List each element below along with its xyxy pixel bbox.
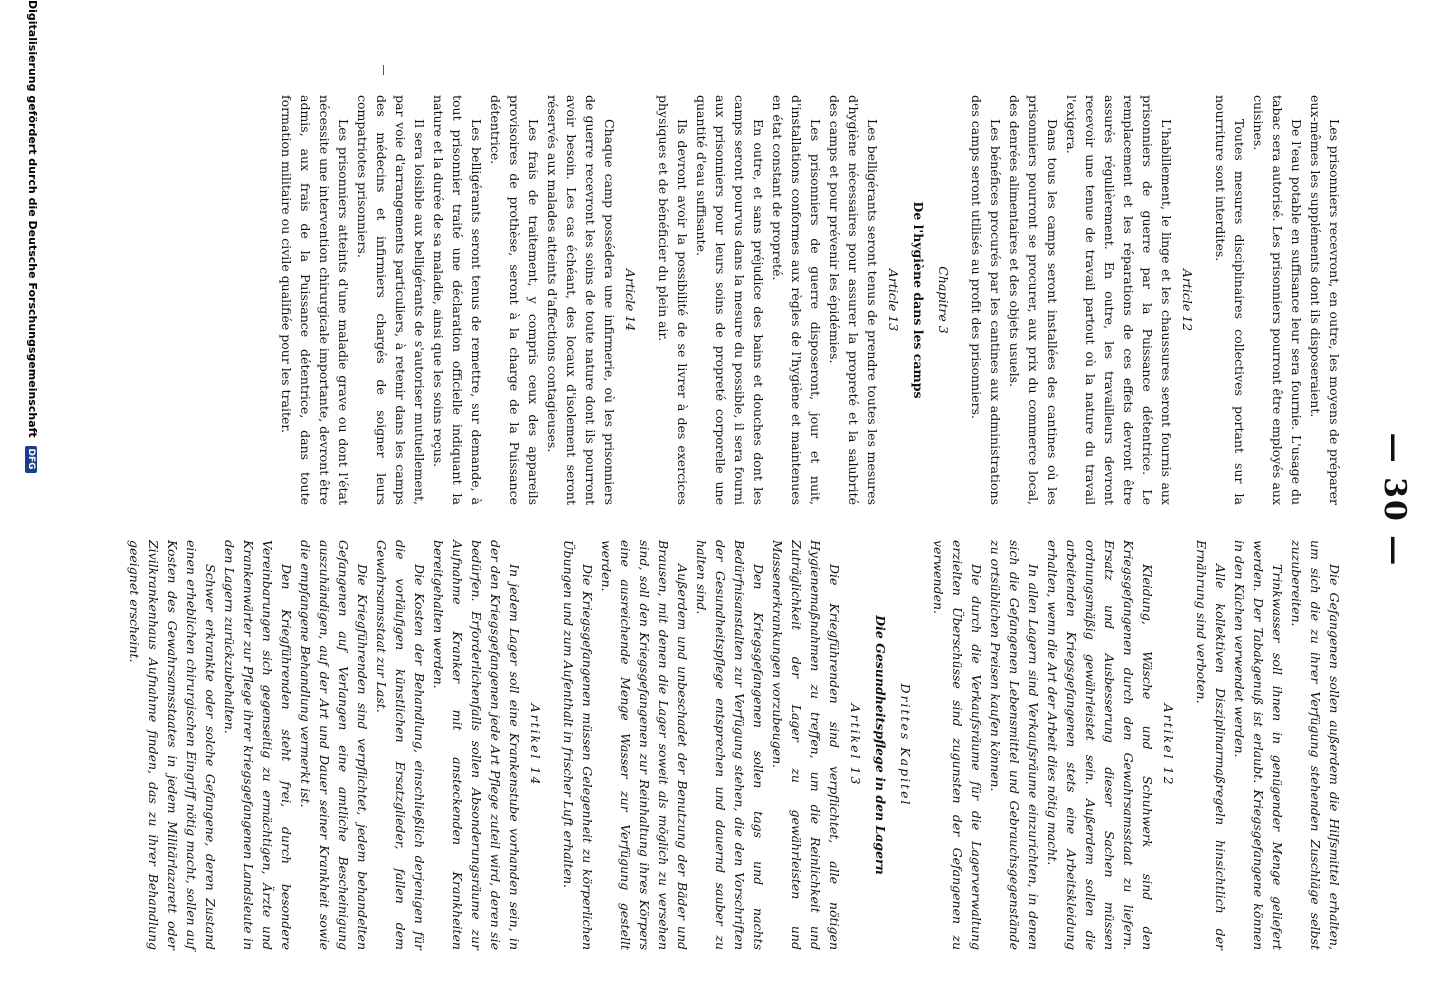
de-intro-1: Die Gefangenen sollen außerdem die Hilfsmittel erhalten, um sich die zu ihrer Verfügung stehenden Zuschläge selbst zuzubereiten.	[1289, 540, 1342, 950]
fr-art14-p1: Chaque camp possédera une infirmerie, où les prisonniers de guerre recevront les soins de toute nature dont ils pourront avoir besoin. Les cas échéant, des locaux d'isolement seront réservés aux malades atteints d'affections contagieuses.	[545, 95, 617, 505]
de-art13-p4: Die Kriegsgefangenen müssen Gelegenheit zu körperlichen Übungen und zum Aufenthalt in frischer Luft erhalten.	[561, 540, 595, 950]
fr-art14-p2: Les frais de traitement, y compris ceux des appareils provisoires de prothèse, seront à la charge de la Puissance détentrice.	[488, 95, 541, 505]
german-column	[125, 540, 1344, 950]
fr-art14-p3: Les belligérants seront tenus de remettre, sur demande, à tout prisonnier traité une déclaration officielle indiquant la nature et la durée de sa maladie, ainsi que les soins reçus.	[431, 95, 484, 505]
de-article-12-heading: Artikel 12	[1161, 703, 1176, 787]
fr-intro-3: Toutes mesures disciplinaires collectives portant sur la nourriture sont interdites.	[1213, 95, 1247, 505]
de-art13-p3: Außerdem und unbeschadet der Benutzung der Bäder und Brausen, mit denen die Lager soweit als möglich zu versehen sind, soll den Kriegsgefangenen zur Reinhaltung ihres Körpers eine ausreichende Menge Wasser zur Verfügung gestellt werden.	[599, 540, 690, 950]
de-article-13-heading: Artikel 13	[848, 703, 863, 787]
de-intro-3: Alle kollektiven Disziplinarmaßregeln hinsichtlich der Ernährung sind verboten.	[1194, 540, 1228, 950]
de-art14-p3: Die Kriegführenden sind verpflichtet, jedem behandelten Gefangenen auf Verlangen eine amtliche Bescheinigung auszuhändigen, auf der Art und Dauer seiner Krankheit sowie die empfangene Behandlung vermerkt ist.	[298, 540, 370, 950]
de-art14-p5: Schwer erkrankte oder solche Gefangene, deren Zustand einen erheblichen chirurgischen Eingriff nötig macht, sollen auf Kosten des Gewahrsamsstaates in jedem Militärlazarett oder Zivilkrankenhaus Aufnahme finden, das zu ihrer Behandlung geeignet erscheint.	[127, 540, 218, 950]
fr-art13-p4: Ils devront avoir la possibilité de se livrer à des exercices physiques et de bénéficier du plein air.	[656, 95, 690, 505]
fr-chapter-3-heading: Chapitre 3	[936, 266, 951, 334]
fr-art14-p4: Il sera loisible aux belligérants de s'autoriser mutuellement, par voie d'arrangements particuliers, à retenir dans les camps des médecins et infirmiers chargés de soigner leurs compatriotes prisonniers.	[355, 95, 427, 505]
fr-art14-p5: Les prisonniers atteints d'une maladie grave ou dont l'état nécessite une intervention chirurgicale importante, devront être admis, aux frais de la Puissance détentrice, dans toute formation militaire ou civile qualifiée pour les traiter.	[279, 95, 351, 505]
page-number: — 30 —	[1377, 432, 1412, 568]
dfg-logo-badge: DFG	[25, 446, 37, 473]
scan-margin-mark	[383, 65, 384, 75]
de-art12-p1: Kleidung, Wäsche und Schuhwerk sind den Kriegsgefangenen durch den Gewahrsamsstaat zu liefern. Ersatz und Ausbesserung dieser Sachen müssen ordnungsmäßig gewährleistet sein. Außerdem sollen die arbeitenden Kriegsgefangenen stets eine Arbeitskleidung erhalten, wenn die Art der Arbeit dies nötig macht.	[1045, 540, 1155, 950]
de-article-14-heading: Artikel 14	[528, 703, 543, 787]
fr-art13-p2: Les prisonniers de guerre disposeront, jour et nuit, d'installations conformes aux règles de l'hygiène et maintenues en état constant de propreté.	[770, 95, 823, 505]
fr-article-12-heading: Article 12	[1180, 268, 1195, 332]
fr-art13-p1: Les belligérants seront tenus de prendre toutes les mesures d'hygiène nécessaires pour assurer la propreté et la salubrité des camps et pour prévenir les épidémies.	[827, 95, 880, 505]
fr-art12-p1: L'habillement, le linge et les chaussures seront fournis aux prisonniers de guerre par la Puissance détentrice. Le remplacement et les réparations de ces effets devront être assurés régulièrement. En outre, les travailleurs devront recevoir une tenue de travail partout où la nature du travail l'exigera.	[1064, 95, 1174, 505]
fr-chapter-3-subtitle: De l'hygiène dans les camps	[911, 201, 926, 399]
de-art13-p1: Die Kriegführenden sind verpflichtet, alle nötigen Hygienemaßnahmen zu treffen, um die Reinlichkeit und Zuträglichkeit der Lager zu gewährleisten und Massenerkrankungen vorzubeugen.	[770, 540, 842, 950]
de-art14-p4: Den Kriegführenden steht frei, durch besondere Vereinbarungen sich gegenseitig zu ermächtigen, Ärzte und Krankenwärter zur Pflege ihrer kriegsgefangenen Landsleute in den Lagern zurückzubehalten.	[222, 540, 294, 950]
fr-article-13-heading: Article 13	[886, 268, 901, 332]
de-art13-p2: Den Kriegsgefangenen sollen tags und nachts Bedürfnisanstalten zur Verfügung stehen, die den Vorschriften der Gesundheitspflege entsprechen und dauernd sauber zu halten sind.	[694, 540, 766, 950]
de-art12-p2: In allen Lagern sind Verkaufsräume einzurichten, in denen sich die Gefangenen Lebensmittel und Gebrauchsgegenstände zu ortsüblichen Preisen kaufen können.	[988, 540, 1041, 950]
de-chapter-3-subtitle: Die Gesundheitspflege in den Lagern	[873, 615, 888, 875]
fr-intro-2: De l'eau potable en suffisance leur sera fournie. L'usage du tabac sera autorisé. Les prisonniers pourront être employés aux cuisines.	[1251, 95, 1304, 505]
digitization-footer	[25, 0, 39, 1000]
french-column	[277, 95, 1344, 505]
de-chapter-3-heading: Drittes Kapitel	[898, 683, 913, 807]
de-art14-p1: In jedem Lager soll eine Krankenstube vorhanden sein, in der den Kriegsgefangenen jede Art Pflege zuteil wird, deren sie bedürfen. Erforderlichenfalls sollen Absonderungsräume zur Aufnahme Kranker mit ansteckenden Krankheiten bereitgehalten werden.	[431, 540, 522, 950]
de-art12-p3: Die durch die Verkaufsräume für die Lagerverwaltung erzielten Überschüsse sind zugunsten der Gefangenen zu verwenden.	[931, 540, 984, 950]
de-intro-2: Trinkwasser soll ihnen in genügender Menge geliefert werden. Der Tabakgenuß ist erlaubt. Kriegsgefangene können in den Küchen verwendet werden.	[1232, 540, 1285, 950]
fr-art12-p2: Dans tous les camps seront installées des cantines où les prisonniers pourront se procurer, aux prix du commerce local, des denrées alimentaires et des objets usuels.	[1007, 95, 1060, 505]
fr-intro-1: Les prisonniers recevront, en outre, les moyens de préparer eux-mêmes les suppléments dont ils disposeraient.	[1308, 95, 1342, 505]
fr-article-14-heading: Article 14	[623, 268, 638, 332]
fr-art13-p3: En outre, et sans préjudice des bains et douches dont les camps seront pourvus dans la mesure du possible, il sera fourni aux prisonniers pour leurs soins de propreté corporelle une quantité d'eau suffisante.	[694, 95, 766, 505]
de-art14-p2: Die Kosten der Behandlung, einschließlich derjenigen für die vorläufigen künstlichen Ersatzglieder, fallen dem Gewahrsamsstaat zur Last.	[374, 540, 427, 950]
footer-text: Digitalisierung gefördert durch die Deutsche Forschungsgemeinschaft	[26, 0, 39, 438]
fr-art12-p3: Les bénéfices procurés par les cantines aux administrations des camps seront utilisés au profit des prisonniers.	[969, 95, 1003, 505]
